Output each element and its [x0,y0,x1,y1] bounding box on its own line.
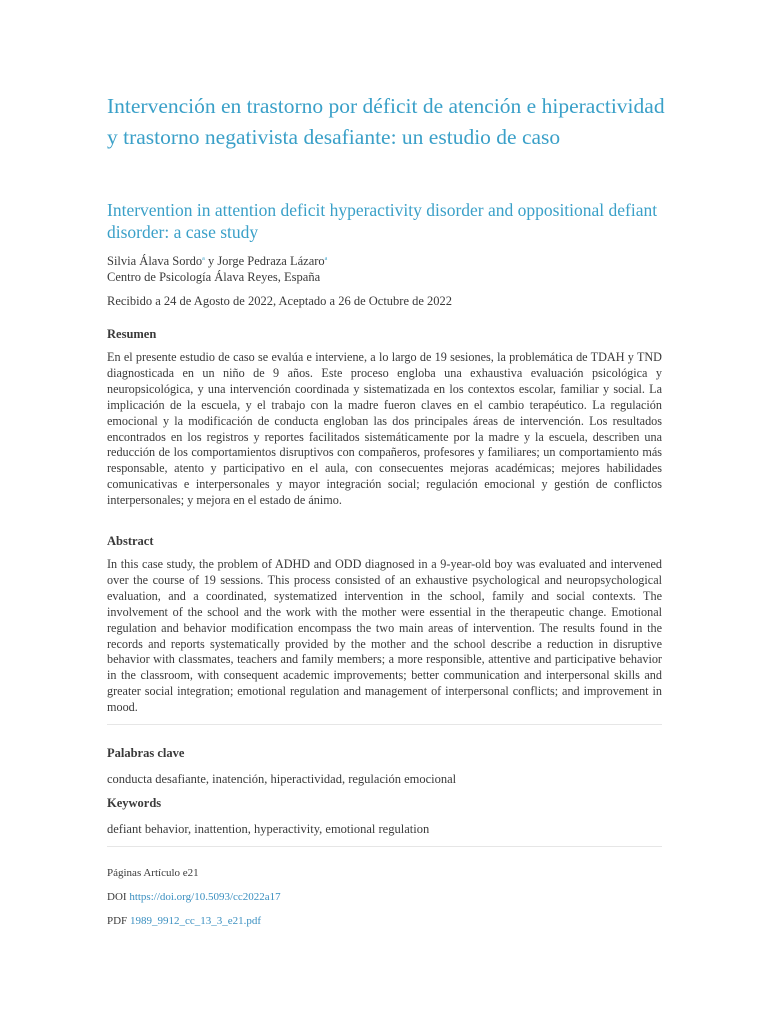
keywords-heading: Keywords [107,796,162,810]
authors-block [107,251,327,285]
palabras-clave-heading: Palabras clave [107,746,185,760]
doi-link[interactable]: https://doi.org/10.5093/cc2022a17 [129,891,281,903]
divider [107,846,662,847]
title-english: Intervention in attention deficit hyperactivity disorder and oppositional defiant disorder: a case study [107,200,658,242]
pages-info: Páginas Artículo e21 [107,867,199,879]
pdf-row [107,915,261,927]
abstract-heading: Abstract [107,534,154,548]
keywords-text: defiant behavior, inattention, hyperactivity, emotional regulation [107,822,430,836]
doi-row [107,891,281,903]
received-accepted-dates: Recibido a 24 de Agosto de 2022, Aceptado a 26 de Octubre de 2022 [107,294,453,308]
title-spanish: Intervención en trastorno por déficit de atención e hiperactividad y trastorno negativista desafiante: un estudio de caso [107,94,665,149]
pdf-link[interactable]: 1989_9912_cc_13_3_e21.pdf [129,915,261,927]
doi-label: DOI [107,891,127,903]
pdf-label: PDF [107,915,128,927]
palabras-clave-text: conducta desafiante, inatención, hiperactividad, regulación emocional [107,772,457,786]
divider [107,724,662,725]
author-1[interactable]: Silvia Álava Sordo [107,254,203,269]
abstract-text: In this case study, the problem of ADHD and ODD diagnosed in a 9-year-old boy was evaluated and intervened over the course of 19 sessions. This process consisted of an exhaustive psychological and neuropsychological evaluation, and a coordinated, systematized intervention in the school, family and social contexts. The involvement of the school and the work with the mother were essential in the therapeutic change. Emotional regulation and behavior modification encompass the two main areas of intervention. The results found in the records and reports systematically provided by the mother and the school describe a reduction in disruptive behavior with classmates, teachers and family members; a more responsible, attentive and participative behavior in the classroom, with consequent academic improvements; better communication and interpersonal skills and greater social integration; emotional regulation and management of interpersonal conflicts; and improvement in mood. [107,557,662,715]
author-1-marker: a [202,256,205,262]
resumen-text: En el presente estudio de caso se evalúa e interviene, a lo largo de 19 sesiones, la problemática de TDAH y TND diagnosticada en un niño de 9 años. Este proceso engloba una exhaustiva evaluación psicológica y neuropsicológica, y una intervención coordinada y sistematizada en los contextos escolar, familiar y social. La implicación de la escuela, y el trabajo con la madre fueron claves en el cambio terapéutico. La regulación emocional y la modificación de conducta engloban las dos principales áreas de intervención. Los resultados encontrados en los registros y reportes facilitados sistemáticamente por la madre y la escuela, describen una reducción de los comportamientos disruptivos con compañeros, profesores y familiares; un comportamiento más responsable, atento y participativo en el aula, con consecuentes mejoras académicas; mejores habilidades comunicativas e interpersonales y mayor integración social; regulación emocional y gestión de conflictos interpersonales; y mejora en el estado de ánimo. [107,350,662,508]
affiliation: Centro de Psicología Álava Reyes, España [107,270,321,285]
authors-line [107,251,327,269]
author-2-marker: a [324,256,328,262]
resumen-heading: Resumen [107,327,157,341]
author-2[interactable]: y Jorge Pedraza Lázaro [204,254,325,269]
